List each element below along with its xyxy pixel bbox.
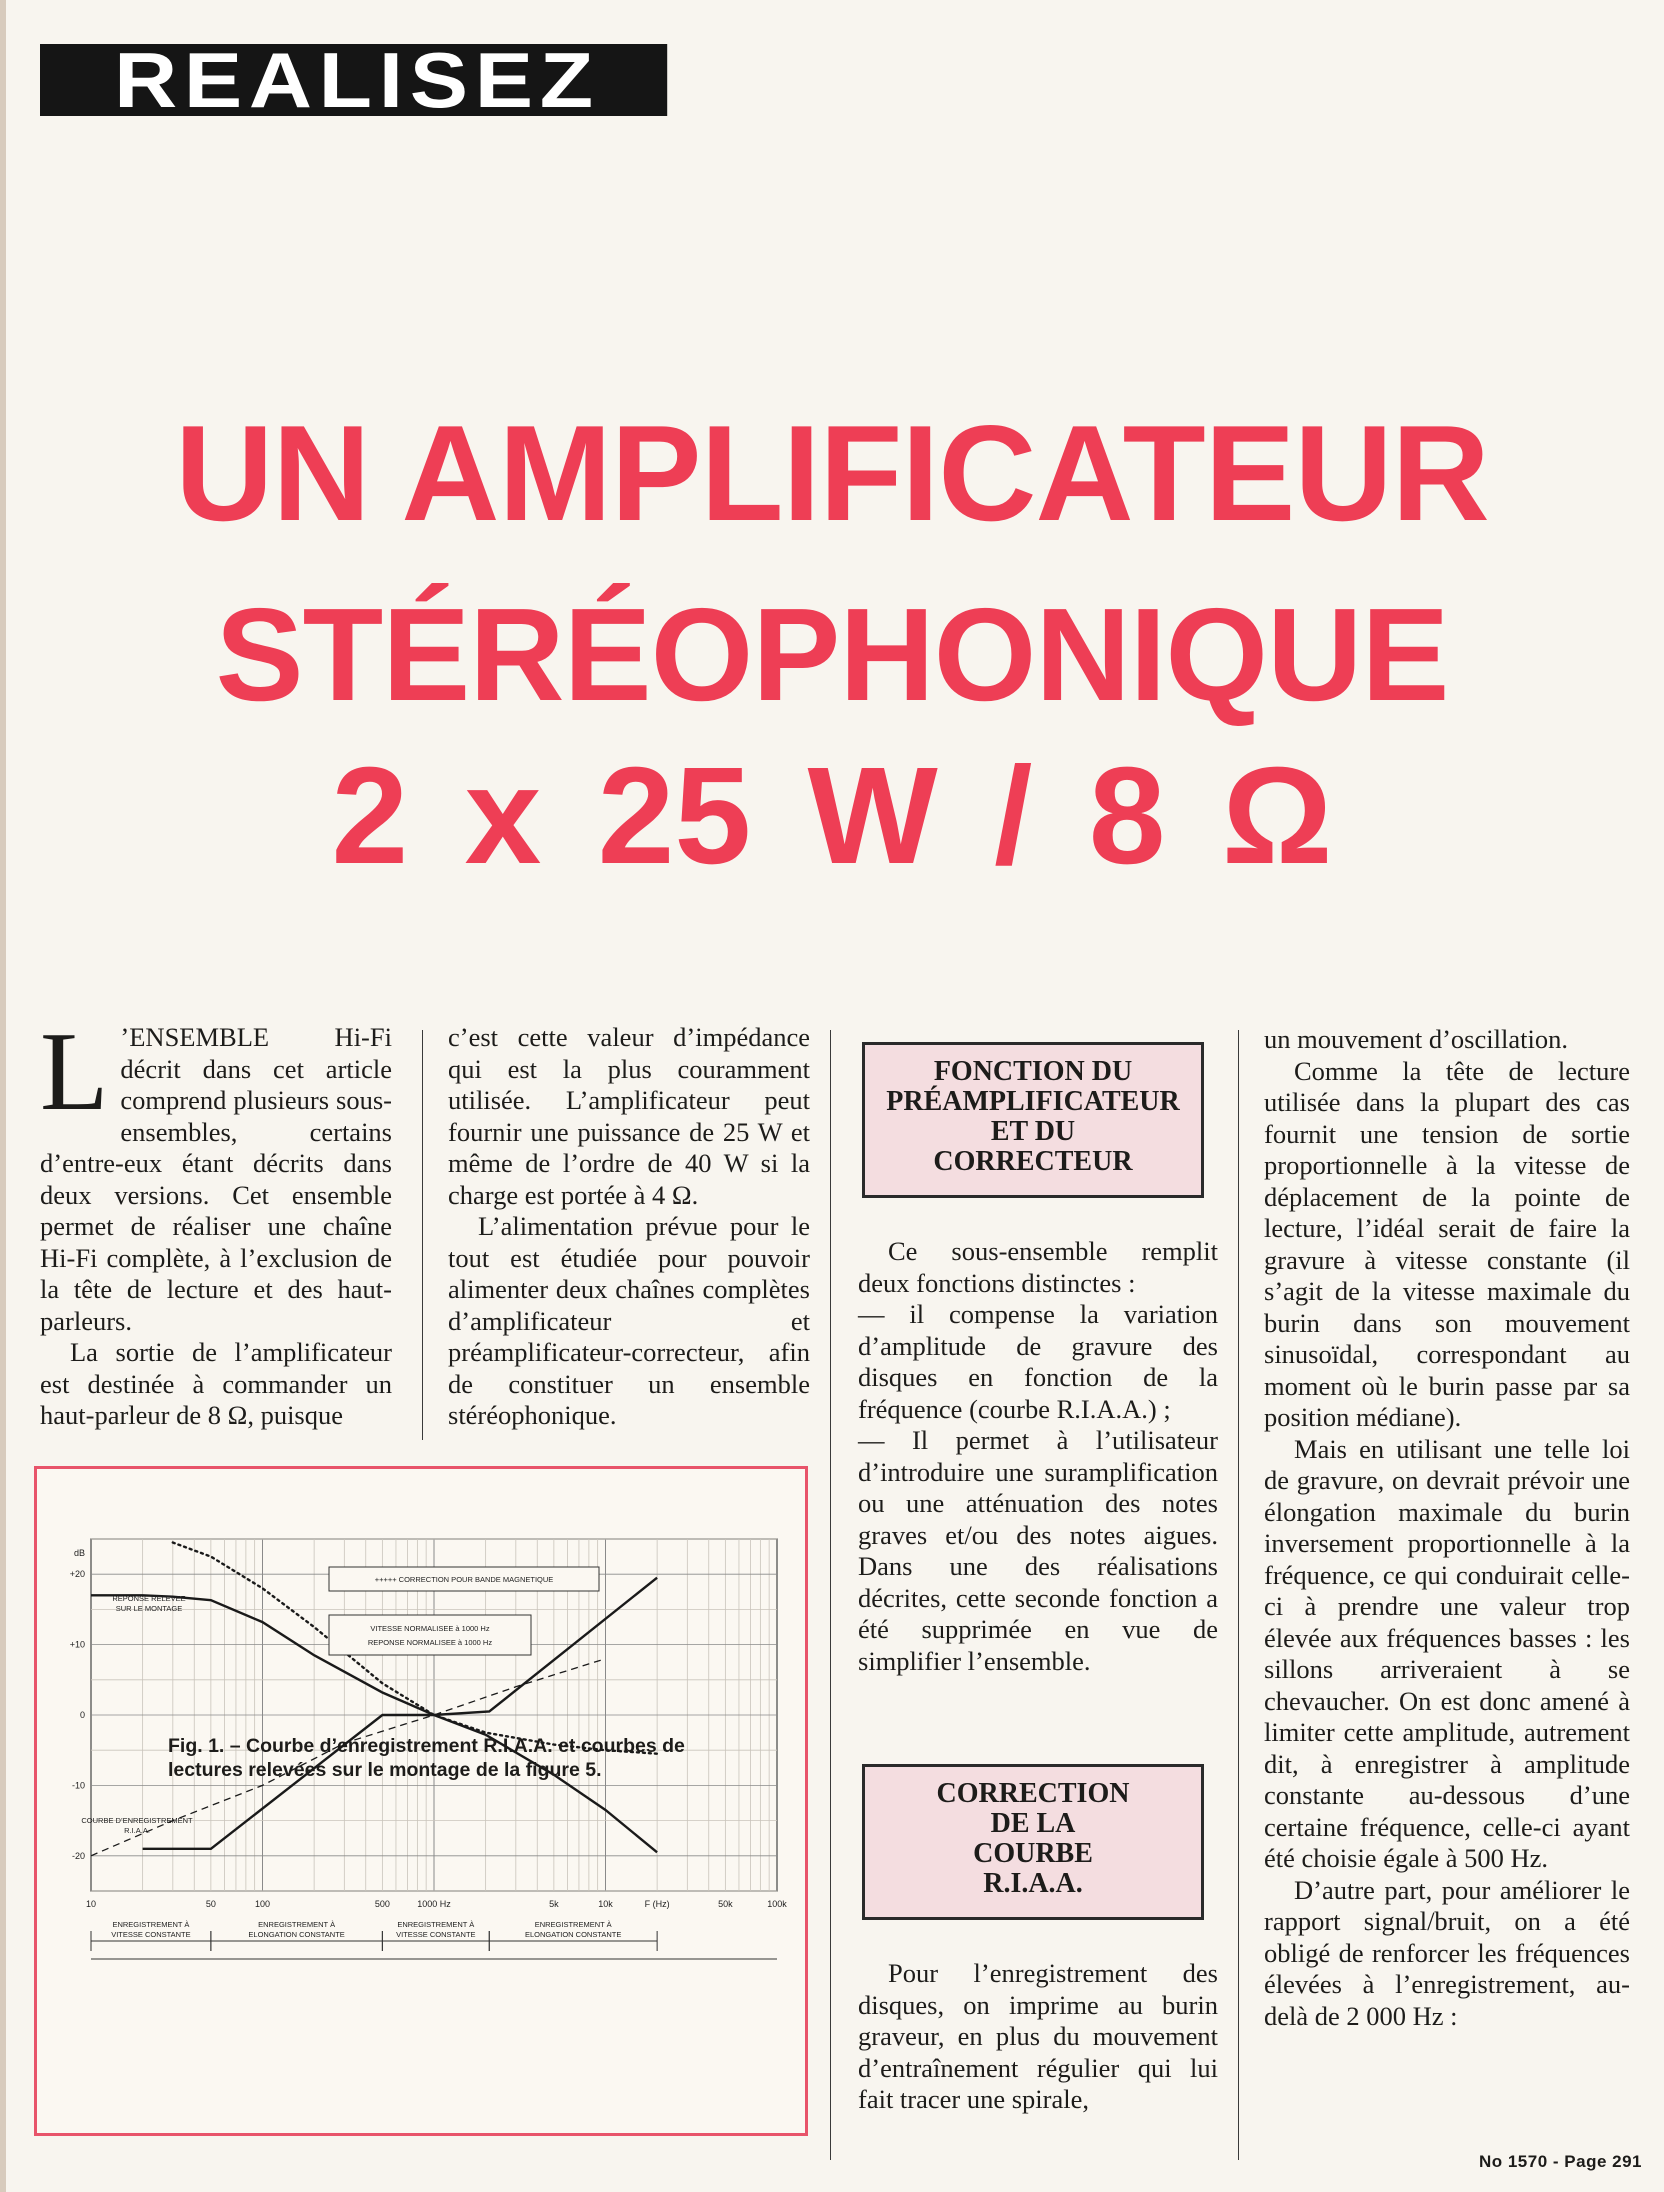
legend-tape: +++++ CORRECTION POUR BANDE MAGNETIQUE — [374, 1575, 554, 1584]
band-1-line-2: VITESSE CONSTANTE — [111, 1930, 191, 1939]
paragraph-10: Comme la tête de lecture utilisée dans la plupart des cas fournit une tension de sortie proportionnelle à la vitesse de déplacement de la pointe de lecture, l’idéal serait de faire la gravure à vitesse constante (il s’agit de la vitesse maximale du burin dans son mouvement sinusoïdal, correspondant au moment où le burin passe par sa position médiane). — [1264, 1055, 1630, 1432]
paragraph-9: un mouvement d’oscillation. — [1264, 1024, 1568, 1054]
paragraph-4: L’alimentation prévue pour le tout est étudiée pour pouvoir alimenter deux chaînes complètes d’amplificateur et préamplificateur-correcteur, afin de constituer un ensemble stéréophonique. — [448, 1211, 810, 1430]
column-3-lower — [858, 1958, 1218, 2116]
paragraph-2: La sortie de l’amplificateur est destinée à commander un haut-parleur de 8 Ω, puisque — [40, 1337, 392, 1430]
subheading-1-line-3: ET DU — [990, 1116, 1076, 1147]
column-rule-1 — [422, 1030, 423, 1440]
riaa-chart — [37, 1469, 805, 2133]
band-4-line-2: ELONGATION CONSTANTE — [524, 1930, 622, 1939]
paragraph-7: — Il permet à l’utilisateur d’introduire une suramplification ou une atténuation des notes graves et/ou des notes aigues. Dans une des réalisations décrites, cette seconde fonction a été supprimée en vue de simplifier l’ensemble. — [858, 1425, 1218, 1676]
y-tick-label: 0 — [79, 1710, 85, 1720]
headline-line-1: UN AMPLIFICATEUR — [175, 397, 1489, 549]
y-tick-label: +20 — [69, 1569, 85, 1580]
paragraph-6: — il compense la variation d’amplitude de gravure des disques en fonction de la fréquence (courbe R.I.A.A.) ; — [858, 1299, 1218, 1424]
subheading-1-line-2: PRÉAMPLIFICATEUR — [886, 1086, 1180, 1117]
paragraph-5: Ce sous-ensemble remplit deux fonctions distinctes : — [858, 1236, 1218, 1298]
annotation-recording-1: COURBE D’ENREGISTREMENT — [81, 1816, 193, 1825]
y-tick-label: +10 — [69, 1639, 85, 1650]
page-edge — [0, 0, 6, 2192]
paragraph-3: c’est cette valeur d’impédance qui est la plus couramment utilisée. L’amplificateur peut fournir une puissance de 25 W et même de l’ordre de 40 W si la charge est portée à 4 Ω. — [448, 1022, 810, 1210]
band-4-line-1: ENREGISTREMENT À — [534, 1920, 612, 1929]
subheading-2-line-2: DE LA — [990, 1808, 1076, 1839]
subheading-1-line-4: CORRECTEUR — [933, 1146, 1133, 1177]
paragraph-8: Pour l’enregistrement des disques, on imprime au burin graveur, en plus du mouvement d’entraînement régulier qui lui fait tracer une spirale, — [858, 1958, 1218, 2114]
subheading-2-line-1: CORRECTION — [936, 1778, 1130, 1809]
subheading-2-line-3: COURBE — [973, 1838, 1093, 1869]
x-tick-label: 500 — [374, 1899, 390, 1909]
section-badge: REALISEZ — [40, 44, 667, 116]
subheading-2-line-4: R.I.A.A. — [983, 1868, 1083, 1899]
column-1 — [40, 1010, 392, 1432]
x-tick-label: 100 — [254, 1899, 271, 1909]
legend-response: REPONSE NORMALISEE à 1000 Hz — [367, 1638, 493, 1647]
legend-box-normalised — [329, 1615, 531, 1655]
column-rule-3 — [1238, 1030, 1239, 2160]
legend-velocity: VITESSE NORMALISEE à 1000 Hz — [370, 1624, 490, 1633]
paragraph-1-text: ’ENSEMBLE Hi-Fi décrit dans cet article comprend plusieurs sous-ensembles, certains d’entre-eux étant décrits dans deux versions. Cet ensemble permet de réaliser une chaîne Hi-Fi complète, à l’exclusion de la tête de lecture et des haut-parleurs. — [40, 1022, 392, 1336]
drop-cap: L — [40, 1010, 109, 1134]
subheading-box-2 — [862, 1764, 1204, 1920]
figure-caption: Fig. 1. – Courbe d’enregistrement R.I.A.A. et courbes de lectures relevées sur le montage de la figure 5. — [168, 1735, 685, 1781]
headline-line-2: STÉRÉOPHONIQUE — [215, 581, 1449, 728]
x-tick-label: 1000 Hz — [417, 1899, 451, 1909]
y-tick-label: -20 — [71, 1850, 85, 1861]
band-2-line-1: ENREGISTREMENT À — [258, 1920, 336, 1929]
column-2 — [448, 1022, 810, 1432]
column-4 — [1264, 1024, 1630, 2032]
x-tick-label: 5k — [549, 1899, 559, 1909]
headline-line-3: 2 x 25 W / 8 Ω — [331, 739, 1333, 893]
x-tick-label: 50 — [205, 1899, 216, 1909]
figure-frame — [34, 1466, 808, 2136]
x-tick-label: F (Hz) — [644, 1899, 670, 1909]
x-tick-label: 10k — [598, 1899, 613, 1909]
column-3-upper — [858, 1236, 1218, 1677]
band-1-line-1: ENREGISTREMENT À — [112, 1920, 190, 1929]
annotation-recording-2: R.I.A.A. — [124, 1826, 150, 1835]
x-tick-label: 10 — [85, 1899, 97, 1909]
page-footer: No 1570 - Page 291 — [1478, 2152, 1642, 2171]
band-3-line-2: VITESSE CONSTANTE — [396, 1930, 476, 1939]
annotation-response-1: REPONSE RELEVEE — [112, 1594, 186, 1603]
y-tick-label: dB — [73, 1548, 85, 1559]
band-2-line-2: ELONGATION CONSTANTE — [248, 1930, 345, 1939]
paragraph-1 — [40, 1010, 392, 1337]
paragraph-12: D’autre part, pour améliorer le rapport signal/bruit, on a été obligé de renforcer les fréquences élevées à l’enregistrement, au-delà de 2 000 Hz : — [1264, 1874, 1630, 2031]
annotation-response-2: SUR LE MONTAGE — [115, 1604, 183, 1613]
y-tick-label: -10 — [71, 1780, 85, 1791]
column-rule-2 — [830, 1030, 831, 2160]
x-tick-label: 100k — [767, 1899, 787, 1909]
subheading-1-line-1: FONCTION DU — [933, 1056, 1133, 1087]
paragraph-11: Mais en utilisant une telle loi de gravure, on devrait prévoir une élongation maximale du burin inversement proportionnelle à la fréquence, ce qui conduirait celle-ci à prendre une valeur trop élevée aux fréquences basses : les sillons arriveraient à se chevaucher. On est donc amené à limiter cette amplitude, autrement dit, à enregistrer à amplitude constante au-dessous d’une certaine fréquence, celle-ci ayant été choisie égale à 500 Hz. — [1264, 1433, 1630, 1873]
x-tick-label: 50k — [718, 1899, 733, 1909]
band-3-line-1: ENREGISTREMENT À — [397, 1920, 475, 1929]
subheading-box-1 — [862, 1042, 1204, 1198]
